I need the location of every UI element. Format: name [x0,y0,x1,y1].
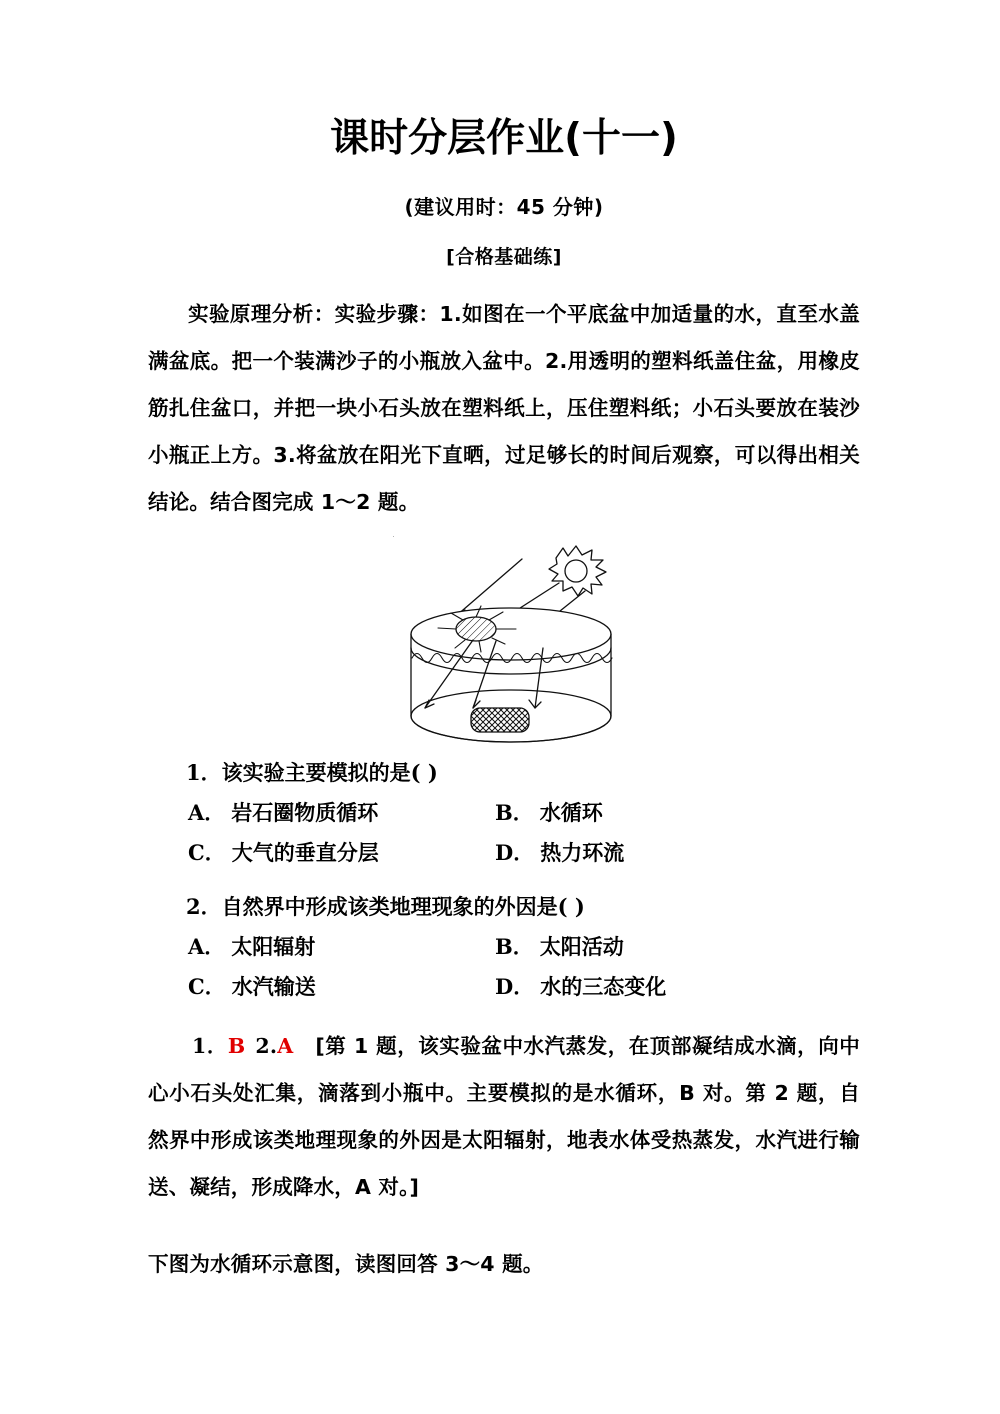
option-1-B[interactable] [455,793,762,833]
closing-instruction: 下图为水循环示意图，读图回答 3～4 题。 [148,1251,544,1276]
option-1-D-text: 热力环流 [540,839,625,865]
option-2-B-text: 太阳活动 [539,933,624,959]
page-content [148,0,860,1288]
option-2-C-text: 水汽输送 [231,973,316,999]
question-2-options-row-2 [148,967,860,1007]
option-2-B[interactable] [455,927,762,967]
answer-explanation-paragraph [148,1023,860,1211]
option-1-B-label: B． [495,799,534,825]
option-1-C-text: 大气的垂直分层 [231,839,379,865]
option-2-A-text: 太阳辐射 [231,933,316,959]
option-2-B-label: B． [495,933,534,959]
question-2-block [148,887,860,1007]
option-2-D[interactable] [455,967,762,1007]
answer-1-key: B [227,1033,246,1058]
sand-bottle [471,708,529,732]
section-label: [合格基础练] [446,245,562,268]
option-1-C[interactable] [148,833,455,873]
option-1-A[interactable] [148,793,455,833]
option-2-A-label: A． [188,933,226,959]
option-2-D-label: D． [495,973,535,999]
answer-2-key: A [277,1033,294,1058]
experiment-figure [148,536,860,751]
option-1-D-label: D． [495,839,535,865]
question-1-options-row-1 [148,793,860,833]
option-1-D[interactable] [455,833,762,873]
answer-1-number: 1． [192,1033,228,1058]
suggested-time-subtitle: (建议用时：45 分钟) [404,194,604,219]
question-1-block [148,753,860,873]
option-2-D-text: 水的三态变化 [540,973,667,999]
experiment-diagram-svg [393,536,633,748]
question-1-options-row-2 [148,833,860,873]
option-1-A-text: 岩石圈物质循环 [231,799,379,825]
option-2-A[interactable] [148,927,455,967]
question-2-options-row-1 [148,927,860,967]
option-2-C-label: C． [188,973,226,999]
option-1-B-text: 水循环 [539,799,603,825]
page-title: 课时分层作业(十一) [330,116,678,161]
option-1-C-label: C． [188,839,226,865]
question-stem-paragraph: 实验原理分析：实验步骤：1.如图在一个平底盆中加适量的水，直至水盖满盆底。把一个装满沙子的小瓶放入盆中。2.用透明的塑料纸盖住盆，用橡皮筋扎住盆口，并把一块小石头放在塑料纸上，压住塑料纸；小石头要放在装沙小瓶正上方。3.将盆放在阳光下直晒，过足够长的时间后观察，可以得出相关结论。结合图完成 1～2 题。 [148,301,860,514]
answer-explanation-text: [第 1 题，该实验盆中水汽蒸发，在顶部凝结成水滴，向中心小石头处汇集，滴落到小瓶中。主要模拟的是水循环，B 对。第 2 题，自然界中形成该类地理现象的外因是太阳辐射，地表水体受热蒸发，水汽进行输送、凝结，形成降水，A 对。] [148,1033,860,1199]
question-2-prompt: 2．自然界中形成该类地理现象的外因是( ) [186,893,585,919]
option-2-C[interactable] [148,967,455,1007]
sun-icon [549,546,606,596]
answer-2-number: 2. [255,1033,278,1058]
basin-lid-top [411,608,611,660]
question-1-prompt: 1．该实验主要模拟的是( ) [186,759,438,785]
option-1-A-label: A． [188,799,226,825]
